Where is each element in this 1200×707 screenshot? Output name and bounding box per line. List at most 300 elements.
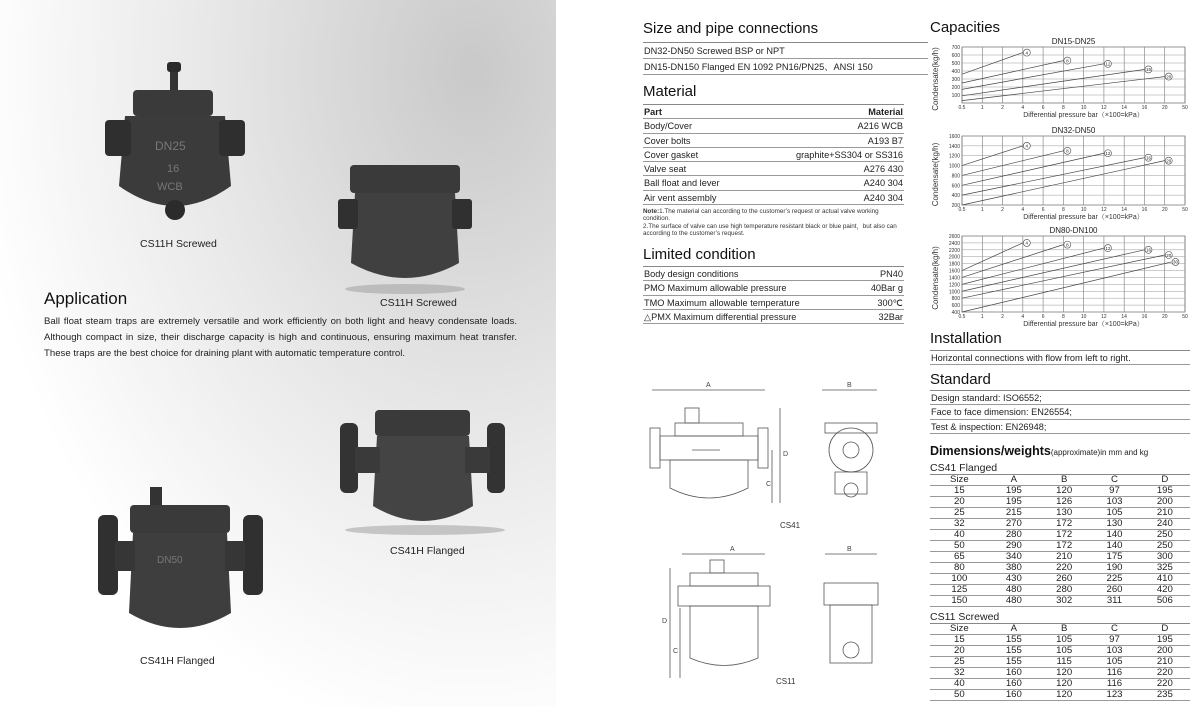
capacity-chart (931, 126, 1188, 221)
cs41-title: CS41 Flanged (930, 462, 998, 474)
drawing-label-cs41: CS41 (780, 521, 801, 530)
table-row (930, 690, 1190, 701)
x-axis-title: Differential pressure bar（×100=kPa） (1023, 321, 1144, 328)
x-tick-label: 50 (1182, 314, 1188, 320)
value: 32Bar (878, 311, 903, 322)
cell: 172 (1039, 541, 1089, 552)
y-tick-label: 600 (951, 53, 960, 59)
column-header: C (1089, 624, 1139, 635)
dim-label-c: C (673, 648, 679, 655)
table-row (930, 679, 1190, 690)
series-label: 12 (1105, 151, 1111, 157)
x-tick-label: 14 (1121, 314, 1127, 320)
material: A240 304 (863, 178, 903, 189)
y-tick-label: 100 (951, 93, 960, 99)
table-row (930, 530, 1190, 541)
column-header: B (1039, 475, 1089, 486)
technical-drawings (640, 378, 910, 698)
photo-caption: CS41H Flanged (140, 655, 215, 667)
installation-title: Installation (930, 330, 1002, 347)
limited-row (643, 267, 904, 281)
y-tick-label: 800 (951, 296, 960, 303)
y-tick-label: 700 (951, 45, 960, 51)
cell: 195 (989, 497, 1039, 508)
standard-title: Standard (930, 371, 991, 388)
material: A276 430 (863, 164, 903, 175)
cell: 210 (1039, 552, 1089, 563)
cell: 155 (989, 646, 1039, 657)
capacity-chart (931, 226, 1188, 328)
cell: 97 (1089, 635, 1139, 646)
size-item: DN32-DN50 Screwed BSP or NPT (644, 46, 785, 56)
plot-area (962, 136, 1185, 205)
y-tick-label: 200 (951, 85, 960, 91)
y-tick-label: 1000 (948, 163, 960, 170)
x-tick-label: 6 (1041, 314, 1045, 320)
series-line (962, 69, 1144, 95)
cell: 325 (1140, 563, 1190, 574)
material: A216 WCB (857, 121, 903, 132)
y-tick-label: 1600 (948, 268, 960, 275)
cell: 65 (930, 552, 989, 563)
series-label: 4 (1025, 50, 1029, 56)
y-tick-label: 600 (951, 183, 960, 190)
cell: 210 (1140, 508, 1190, 519)
series-line (962, 151, 1063, 176)
dim-label-a: A (730, 546, 735, 553)
material-row (643, 191, 904, 205)
x-tick-label: 4 (1021, 314, 1025, 320)
table-row (930, 508, 1190, 519)
capacities-charts (928, 34, 1193, 334)
cell: 172 (1039, 519, 1089, 530)
cell: 175 (1089, 552, 1139, 563)
part: Ball float and lever (644, 178, 720, 189)
material: graphite+SS304 or SS316 (795, 149, 903, 160)
material-section (643, 83, 904, 238)
part: Cover bolts (644, 135, 691, 146)
photo-caption: CS11H Screwed (140, 238, 217, 250)
cell: 15 (930, 635, 989, 646)
y-tick-label: 2400 (948, 240, 960, 247)
size-section (643, 20, 928, 75)
y-tick-label: 500 (951, 61, 960, 67)
y-tick-label: 600 (951, 303, 960, 310)
note-2: 2.The surface of valve can use high temperature resistant black or blue paint，but also can according to the customer’s request. (643, 222, 897, 238)
x-tick-label: 6 (1041, 105, 1045, 111)
y-tick-label: 400 (951, 310, 960, 316)
cell: 103 (1089, 497, 1139, 508)
y-axis-title: Condensate(kg/h) (931, 47, 940, 111)
drawing-label-cs11: CS11 (776, 677, 796, 686)
table-header (930, 624, 1190, 635)
cell: 20 (930, 497, 989, 508)
series-label: 20 (1166, 158, 1172, 164)
cell: 220 (1039, 563, 1089, 574)
column-header: C (1089, 475, 1139, 486)
cell: 50 (930, 541, 989, 552)
x-tick-label: 2 (1001, 314, 1004, 320)
cs11-dimensions-table (930, 623, 1190, 701)
label: PMO Maximum allowable pressure (644, 283, 787, 294)
capacities-title: Capacities (930, 19, 1001, 36)
cell: 130 (1089, 519, 1139, 530)
cell: 260 (1039, 574, 1089, 585)
column-header: Size (930, 624, 989, 635)
cell: 140 (1089, 541, 1139, 552)
y-tick-label: 800 (951, 173, 960, 180)
dim-label-d: D (662, 618, 668, 625)
standard-row: Design standard: ISO6552; (931, 393, 1042, 403)
dim-label-b: B (847, 546, 852, 553)
dim-label-a: A (706, 382, 711, 389)
cell: 210 (1140, 657, 1190, 668)
cell: 225 (1089, 574, 1139, 585)
application-text: Ball float steam traps are extremely versatile and work efficiently on both light and heavy condensate loads. Although compact in size, their discharge capacity is high and continuous, ensuring maximum heat transfer. These traps are the best choice for draining plant with automatic temperature control. (44, 316, 517, 359)
cell: 480 (989, 585, 1039, 596)
dimensions-title: Dimensions/weights (930, 444, 1051, 458)
standard-section (930, 371, 1190, 434)
y-axis-title: Condensate(kg/h) (931, 246, 940, 310)
material-table (643, 104, 904, 205)
cell: 50 (930, 690, 989, 701)
x-tick-label: 1 (980, 207, 984, 213)
cell: 410 (1140, 574, 1190, 585)
series-label: 8 (1066, 58, 1069, 64)
series-label: 4 (1025, 240, 1029, 246)
cell: 506 (1140, 596, 1190, 607)
material: A193 B7 (867, 135, 903, 146)
size-item: DN15-DN150 Flanged EN 1092 PN16/PN25、ANSI 150 (644, 62, 873, 72)
y-tick-label: 1000 (948, 289, 960, 296)
cell: 140 (1089, 530, 1139, 541)
x-tick-label: 8 (1061, 314, 1065, 320)
cell: 195 (1140, 486, 1190, 497)
cell: 160 (989, 679, 1039, 690)
cell: 97 (1089, 486, 1139, 497)
material-row (643, 119, 904, 133)
part: Body/Cover (644, 121, 693, 132)
table-row (930, 519, 1190, 530)
header-material: Material (868, 107, 903, 117)
chart-title: DN80-DN100 (1049, 226, 1098, 235)
cell: 302 (1039, 596, 1089, 607)
column-header: A (989, 624, 1039, 635)
x-axis-title: Differential pressure bar（×100=kPa） (1023, 112, 1144, 119)
cell: 103 (1089, 646, 1139, 657)
table-row (930, 668, 1190, 679)
x-tick-label: 20 (1161, 105, 1168, 111)
cell: 200 (1140, 646, 1190, 657)
cell: 105 (1039, 635, 1089, 646)
cell: 25 (930, 657, 989, 668)
x-tick-label: 16 (1141, 314, 1148, 320)
x-tick-label: 10 (1080, 105, 1087, 111)
photo-caption: CS11H Screwed (380, 297, 457, 309)
table-row (930, 635, 1190, 646)
value: 40Bar g (870, 283, 903, 294)
table-row (930, 585, 1190, 596)
x-tick-label: 1 (980, 105, 984, 111)
cell: 250 (1140, 541, 1190, 552)
series-label: 12 (1105, 245, 1111, 251)
y-tick-label: 1800 (948, 261, 960, 268)
cell: 120 (1039, 668, 1089, 679)
cell: 25 (930, 508, 989, 519)
cell: 126 (1039, 497, 1089, 508)
value: 300℃ (877, 297, 903, 308)
body-marking: WCB (157, 181, 183, 193)
x-tick-label: 2 (1001, 105, 1004, 111)
table-row (930, 657, 1190, 668)
table-row (930, 541, 1190, 552)
cs41h-flanged-photo-1 (335, 405, 510, 540)
cell: 116 (1089, 679, 1139, 690)
dimensions-subtitle: (approximate)in mm and kg (1050, 448, 1149, 457)
x-tick-label: 10 (1080, 314, 1087, 320)
column-header: Size (930, 475, 989, 486)
chart-title: DN15-DN25 (1051, 37, 1096, 46)
material-row (643, 148, 904, 162)
value: PN40 (880, 269, 903, 279)
series-label: 8 (1066, 242, 1069, 248)
y-tick-label: 2600 (948, 234, 960, 240)
capacity-chart (931, 37, 1188, 119)
dim-label-d: D (783, 451, 789, 458)
series-line (962, 262, 1171, 312)
cell: 120 (1039, 690, 1089, 701)
x-tick-label: 1 (980, 314, 984, 320)
cell: 430 (989, 574, 1039, 585)
x-tick-label: 20 (1161, 207, 1168, 213)
cell: 80 (930, 563, 989, 574)
table-row (930, 646, 1190, 657)
x-tick-label: 16 (1141, 207, 1148, 213)
x-tick-label: 16 (1141, 105, 1148, 111)
material-row (643, 176, 904, 190)
cell: 160 (989, 690, 1039, 701)
x-tick-label: 2 (1001, 207, 1004, 213)
cell: 280 (1039, 585, 1089, 596)
x-tick-label: 20 (1161, 314, 1168, 320)
series-line (962, 61, 1063, 83)
limited-row (643, 296, 904, 310)
column-header: A (989, 475, 1039, 486)
part: Cover gasket (644, 149, 699, 160)
cell: 380 (989, 563, 1039, 574)
y-tick-label: 2000 (948, 254, 960, 261)
x-tick-label: 8 (1061, 207, 1065, 213)
x-tick-label: 50 (1182, 105, 1188, 111)
x-axis-title: Differential pressure bar（×100=kPa） (1023, 214, 1144, 221)
limited-section (643, 246, 904, 324)
y-tick-label: 1600 (948, 134, 960, 140)
dim-label-c: C (766, 481, 772, 488)
series-label: 4 (1025, 143, 1029, 149)
y-tick-label: 400 (951, 69, 960, 75)
cell: 105 (1089, 508, 1139, 519)
table-header (930, 475, 1190, 486)
x-tick-label: 0.5 (958, 314, 966, 320)
cell: 155 (989, 635, 1039, 646)
y-tick-label: 400 (951, 193, 960, 200)
cell: 120 (1039, 679, 1089, 690)
series-label: 20 (1166, 252, 1172, 258)
label: Body design conditions (644, 269, 739, 279)
dimensions-section (930, 442, 1190, 701)
limited-title: Limited condition (643, 246, 756, 263)
standard-row: Test & inspection: EN26948; (931, 421, 1047, 432)
plot-area (962, 47, 1185, 103)
cell: 123 (1089, 690, 1139, 701)
x-tick-label: 0.5 (958, 207, 966, 213)
note-label: Note: (643, 208, 660, 216)
column-header: D (1140, 624, 1190, 635)
header-part: Part (644, 107, 662, 117)
part: Air vent assembly (644, 192, 717, 203)
cell: 200 (1140, 497, 1190, 508)
table-row (930, 497, 1190, 508)
installation-text: Horizontal connections with flow from left to right. (931, 353, 1131, 363)
cell: 116 (1089, 668, 1139, 679)
cell: 105 (1039, 646, 1089, 657)
series-label: 16 (1145, 155, 1151, 161)
y-tick-label: 1400 (948, 143, 960, 150)
x-tick-label: 4 (1021, 207, 1025, 213)
label: △PMX Maximum differential pressure (644, 311, 797, 322)
x-tick-label: 12 (1101, 314, 1107, 320)
table-row (930, 596, 1190, 607)
chart-title: DN32-DN50 (1051, 126, 1096, 135)
column-header: D (1140, 475, 1190, 486)
cell: 195 (989, 486, 1039, 497)
cell: 235 (1140, 690, 1190, 701)
cs11h-screwed-photo-1 (85, 60, 265, 230)
cell: 160 (989, 668, 1039, 679)
material-row (643, 134, 904, 148)
cell: 32 (930, 668, 989, 679)
application-title: Application (44, 289, 128, 308)
x-tick-label: 12 (1101, 105, 1107, 111)
installation-section (930, 330, 1190, 365)
photo-caption: CS41H Flanged (390, 545, 465, 557)
cs41h-flanged-photo-2 (95, 485, 270, 645)
cell: 420 (1140, 585, 1190, 596)
column-header: B (1039, 624, 1089, 635)
body-marking: DN25 (155, 139, 186, 153)
cell: 40 (930, 530, 989, 541)
series-line (962, 245, 1063, 278)
series-line (962, 248, 1104, 284)
cell: 115 (1039, 657, 1089, 668)
plot-area (962, 236, 1185, 312)
cell: 290 (989, 541, 1039, 552)
cell: 220 (1140, 668, 1190, 679)
material-row (643, 162, 904, 176)
cell: 100 (930, 574, 989, 585)
x-tick-label: 0.5 (958, 105, 966, 111)
material-note (643, 208, 904, 238)
table-row (930, 486, 1190, 497)
y-axis-title: Condensate(kg/h) (931, 142, 940, 207)
series-label: 20 (1166, 74, 1172, 80)
x-tick-label: 10 (1080, 207, 1087, 213)
cell: 172 (1039, 530, 1089, 541)
size-title: Size and pipe connections (643, 20, 819, 37)
y-tick-label: 1400 (948, 275, 960, 282)
cell: 130 (1039, 508, 1089, 519)
x-tick-label: 8 (1061, 105, 1065, 111)
x-tick-label: 14 (1121, 105, 1127, 111)
part: Valve seat (644, 164, 687, 175)
table-row (930, 563, 1190, 574)
cs11-title: CS11 Screwed (930, 611, 1000, 623)
cell: 15 (930, 486, 989, 497)
x-tick-label: 50 (1182, 207, 1188, 213)
cell: 480 (989, 596, 1039, 607)
cell: 150 (930, 596, 989, 607)
cell: 220 (1140, 679, 1190, 690)
limited-row (643, 310, 904, 324)
cell: 340 (989, 552, 1039, 563)
cell: 125 (930, 585, 989, 596)
y-tick-label: 200 (951, 203, 960, 209)
material-title: Material (643, 83, 697, 100)
series-label: 8 (1066, 148, 1069, 154)
cell: 311 (1089, 596, 1139, 607)
cell: 240 (1140, 519, 1190, 530)
left-page (0, 0, 556, 707)
cell: 300 (1140, 552, 1190, 563)
series-label: 12 (1105, 61, 1111, 67)
material: A240 304 (863, 192, 903, 203)
cell: 280 (989, 530, 1039, 541)
x-tick-label: 14 (1121, 207, 1127, 213)
body-marking: DN50 (157, 555, 183, 566)
series-label: 16 (1145, 67, 1151, 73)
y-tick-label: 1200 (948, 282, 960, 289)
cell: 190 (1089, 563, 1139, 574)
cell: 20 (930, 646, 989, 657)
cell: 40 (930, 679, 989, 690)
label: TMO Maximum allowable temperature (644, 297, 800, 308)
standard-row: Face to face dimension: EN26554; (931, 407, 1072, 418)
series-line (962, 158, 1144, 195)
x-tick-label: 4 (1021, 105, 1025, 111)
cell: 270 (989, 519, 1039, 530)
series-label: 30 (1172, 259, 1178, 265)
y-tick-label: 300 (951, 77, 960, 83)
table-row (930, 552, 1190, 563)
series-label: 16 (1145, 247, 1151, 253)
limited-row (643, 281, 904, 295)
cell: 105 (1089, 657, 1139, 668)
y-tick-label: 2200 (948, 247, 960, 254)
y-tick-label: 1200 (948, 153, 960, 160)
cell: 155 (989, 657, 1039, 668)
cs11h-screwed-photo-2 (330, 155, 480, 295)
x-tick-label: 6 (1041, 207, 1045, 213)
cell: 250 (1140, 530, 1190, 541)
x-tick-label: 12 (1101, 207, 1107, 213)
note-1: 1.The material can according to the customer’s request or actual valve working condition. (643, 208, 879, 223)
cell: 215 (989, 508, 1039, 519)
body-marking: 16 (167, 163, 180, 175)
cell: 120 (1039, 486, 1089, 497)
cell: 195 (1140, 635, 1190, 646)
table-row (930, 574, 1190, 585)
cell: 32 (930, 519, 989, 530)
